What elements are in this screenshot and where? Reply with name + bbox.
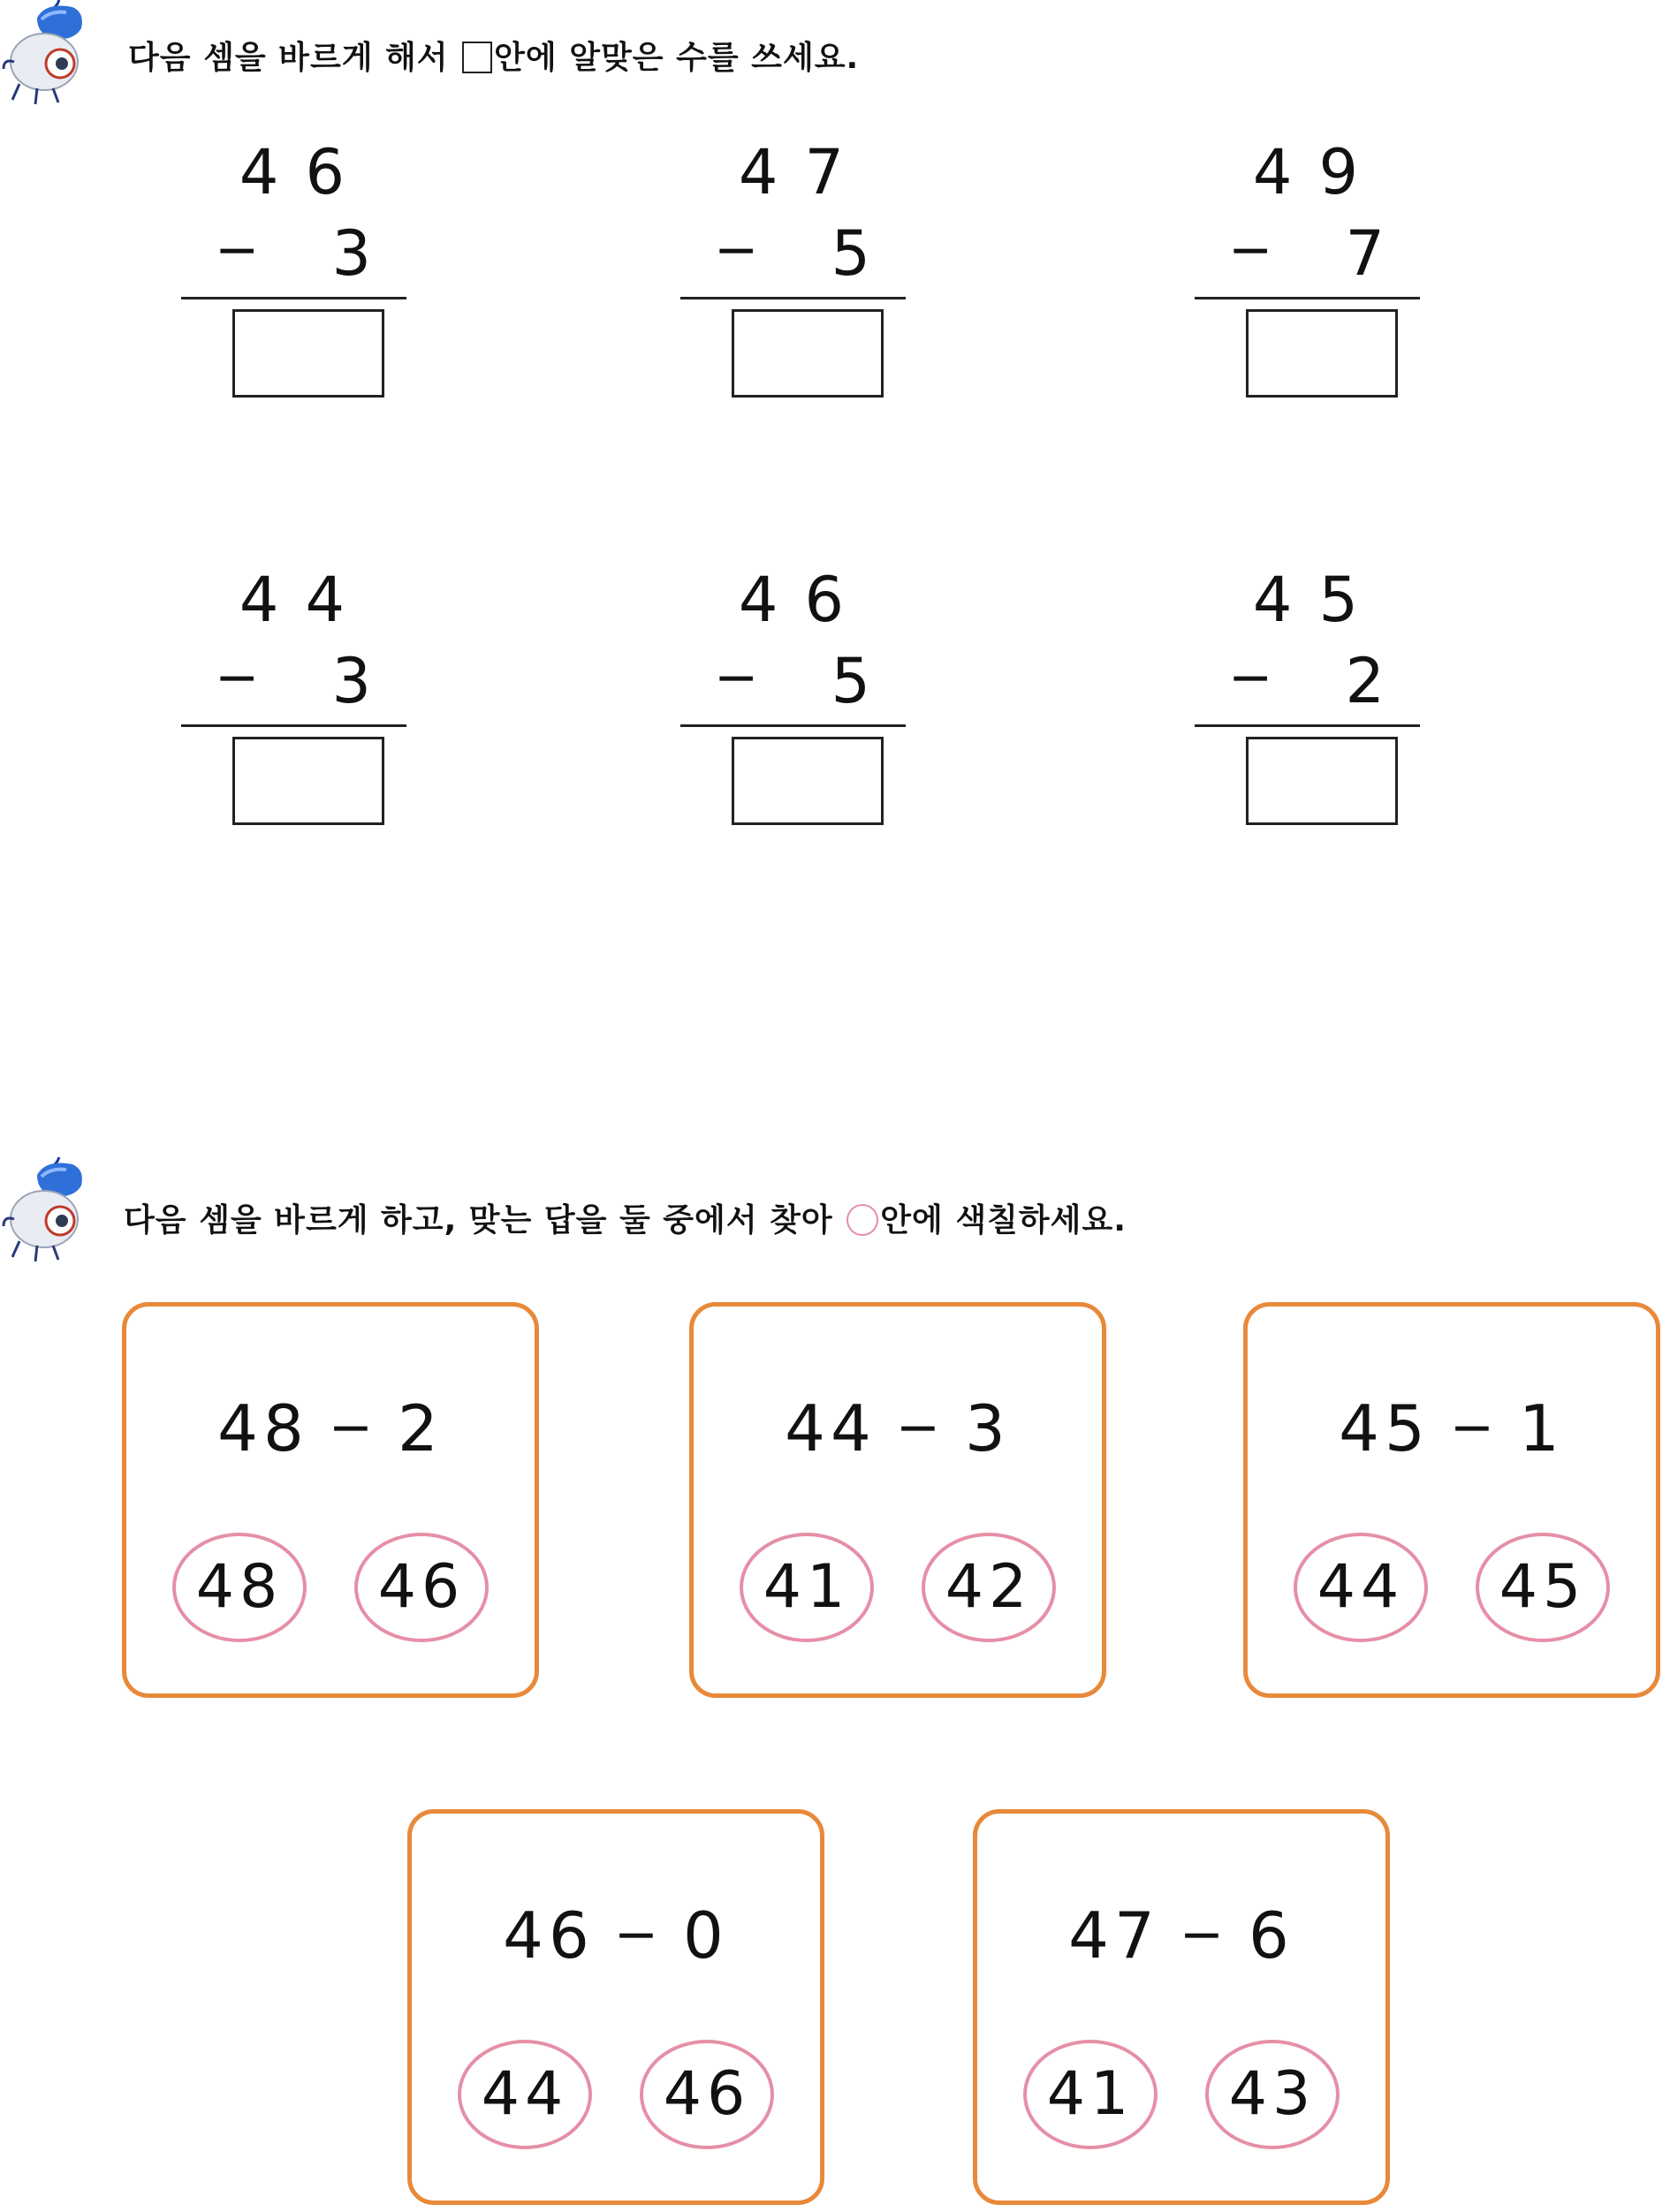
- subtraction-problem-3: [1195, 133, 1424, 424]
- choice-card-5: [973, 1809, 1390, 2205]
- minus-sign: −: [1179, 1904, 1230, 1966]
- instruction-2-text-after: 안에 색칠하세요.: [880, 1202, 1127, 1239]
- minus-sign: −: [215, 647, 260, 708]
- instruction-2-text-before: 다음 셈을 바르게 하고, 맞는 답을 둘 중에서 찾아: [124, 1202, 833, 1239]
- subtrahend: 7: [1345, 217, 1385, 290]
- operand-b: 0: [683, 1898, 729, 1973]
- minus-sign: −: [714, 219, 759, 281]
- card-expression: [1248, 1388, 1656, 1468]
- minuend: 45: [1252, 564, 1385, 636]
- subtrahend: 5: [831, 217, 870, 290]
- answer-choice[interactable]: 44: [1294, 1533, 1428, 1642]
- minus-sign: −: [714, 647, 759, 708]
- choice-card-4: [407, 1809, 824, 2205]
- answer-rule: [680, 297, 906, 299]
- subtrahend: 3: [331, 217, 371, 290]
- minus-sign: −: [1449, 1397, 1500, 1458]
- answer-box[interactable]: [1246, 309, 1398, 398]
- operand-b: 6: [1249, 1898, 1294, 1973]
- answer-box[interactable]: [732, 309, 884, 398]
- answer-rule: [1195, 724, 1420, 727]
- answer-choice[interactable]: 42: [922, 1533, 1056, 1642]
- minus-sign: −: [1228, 647, 1273, 708]
- card-expression: [126, 1388, 535, 1468]
- instruction-2: [124, 1200, 1127, 1242]
- answer-choice[interactable]: 41: [1023, 2040, 1158, 2149]
- choice-card-3: [1243, 1302, 1660, 1698]
- minuend: 46: [239, 136, 371, 208]
- subtraction-problem-2: [680, 133, 910, 424]
- subtrahend: 5: [831, 645, 870, 717]
- choice-card-1: [122, 1302, 539, 1698]
- subtraction-problem-6: [1195, 560, 1424, 852]
- instruction-1-text-after: 안에 알맞은 수를 쓰세요.: [494, 40, 860, 76]
- operand-a: 48: [217, 1391, 309, 1466]
- minuend: 44: [239, 564, 371, 636]
- answer-choice[interactable]: 45: [1476, 1533, 1610, 1642]
- operand-a: 46: [503, 1898, 595, 1973]
- mascot-icon: [2, 0, 90, 106]
- subtraction-problem-1: [181, 133, 411, 424]
- answer-rule: [181, 724, 406, 727]
- circle-icon: [846, 1204, 878, 1236]
- answer-choice[interactable]: 43: [1205, 2040, 1340, 2149]
- subtraction-problem-5: [680, 560, 910, 852]
- instruction-1-text-before: 다음 셈을 바르게 해서: [128, 40, 449, 76]
- minus-sign: −: [1228, 219, 1273, 281]
- subtrahend: 2: [1345, 645, 1385, 717]
- minuend: 46: [738, 564, 870, 636]
- minus-sign: −: [328, 1397, 379, 1458]
- subtrahend: 3: [331, 645, 371, 717]
- subtraction-problem-4: [181, 560, 411, 852]
- answer-rule: [181, 297, 406, 299]
- minuend: 47: [738, 136, 870, 208]
- answer-rule: [1195, 297, 1420, 299]
- operand-b: 2: [398, 1391, 444, 1466]
- answer-choice[interactable]: 44: [458, 2040, 592, 2149]
- mascot-icon: [2, 1157, 90, 1263]
- operand-a: 44: [785, 1391, 877, 1466]
- card-expression: [412, 1895, 820, 1975]
- operand-a: 45: [1339, 1391, 1431, 1466]
- answer-choice[interactable]: 48: [172, 1533, 307, 1642]
- square-box-icon: [462, 42, 492, 73]
- operand-b: 3: [965, 1391, 1011, 1466]
- answer-choice[interactable]: 41: [740, 1533, 874, 1642]
- minus-sign: −: [613, 1904, 664, 1966]
- answer-box[interactable]: [232, 309, 384, 398]
- answer-choice[interactable]: 46: [354, 1533, 489, 1642]
- minuend: 49: [1252, 136, 1385, 208]
- card-expression: [694, 1388, 1102, 1468]
- answer-box[interactable]: [1246, 737, 1398, 825]
- answer-rule: [680, 724, 906, 727]
- operand-b: 1: [1519, 1391, 1565, 1466]
- minus-sign: −: [895, 1397, 946, 1458]
- choice-card-2: [689, 1302, 1106, 1698]
- answer-box[interactable]: [732, 737, 884, 825]
- operand-a: 47: [1068, 1898, 1160, 1973]
- answer-box[interactable]: [232, 737, 384, 825]
- answer-choice[interactable]: 46: [640, 2040, 774, 2149]
- minus-sign: −: [215, 219, 260, 281]
- instruction-1: [128, 37, 859, 80]
- card-expression: [977, 1895, 1385, 1975]
